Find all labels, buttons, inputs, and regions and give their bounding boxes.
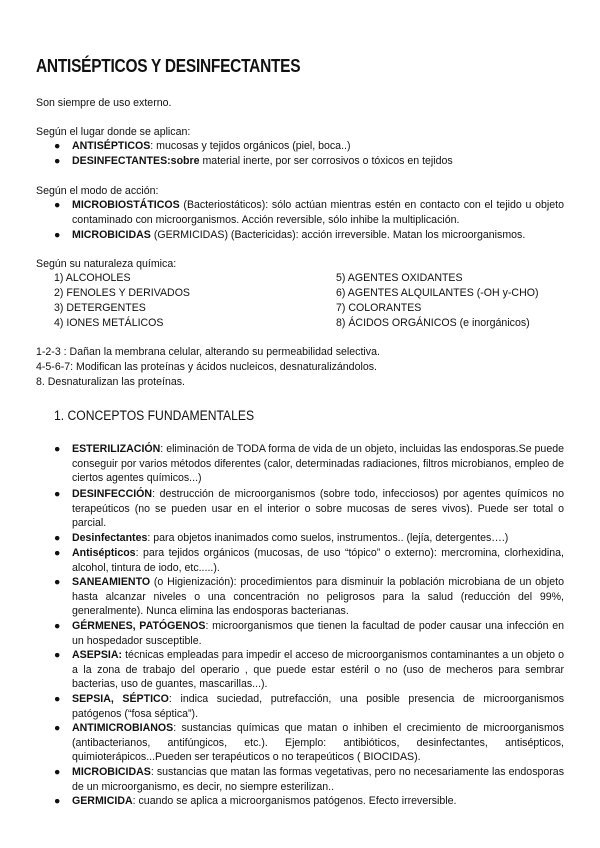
bullet-icon: ● bbox=[54, 576, 61, 588]
naturaleza-heading: Según su naturaleza química: bbox=[36, 258, 177, 270]
bullet-icon: ● bbox=[54, 443, 61, 455]
bullet-icon: ● bbox=[54, 693, 61, 705]
concept-item: ● ANTIMICROBIANOS: sustancias químicas que matan o inhiben el crecimiento de microorganismos (antibacterianos, antifúngicos, etc.). Ejemplo: antibióticos, desinfectantes, antisépticos, quimioterápicos...Pueden ser terapéuticos o no terapeúticos ( BIOCIDAS). bbox=[54, 722, 564, 763]
bullet-icon: ● bbox=[54, 766, 61, 778]
list-item: 6) AGENTES ALQUILANTES (-OH y-CHO) bbox=[336, 287, 539, 299]
concept-item: ● GERMICIDA: cuando se aplica a microorganismos patógenos. Efecto irreversible. bbox=[54, 795, 457, 807]
list-item: 8) ÁCIDOS ORGÁNICOS (e inorgánicos) bbox=[336, 317, 530, 329]
bullet-icon: ● bbox=[54, 532, 61, 544]
concept-item: ● SEPSIA, SÉPTICO: indica suciedad, putrefacción, una posible presencia de microorganismos patógenos (“fosa séptica”). bbox=[54, 693, 565, 720]
bullet-icon: ● bbox=[54, 488, 61, 500]
bullet-icon: ● bbox=[54, 140, 61, 152]
list-item: ● MICROBICIDAS (GERMICIDAS) (Bactericidas): acción irreversible. Matan los microorganismos. bbox=[54, 229, 526, 241]
bullet-icon: ● bbox=[54, 620, 61, 632]
list-item: 5) AGENTES OXIDANTES bbox=[336, 272, 463, 284]
intro-text: Son siempre de uso externo. bbox=[36, 97, 172, 109]
concept-item: ● Desinfectantes: para objetos inanimados como suelos, instrumentos.. (lejía, detergentes….) bbox=[54, 532, 509, 544]
note-text: 1-2-3 : Dañan la membrana celular, alterando su permeabilidad selectiva. bbox=[36, 346, 380, 358]
bullet-icon: ● bbox=[54, 722, 61, 734]
concept-item: ● MICROBICIDAS: sustancias que matan las formas vegetativas, pero no necesariamente las endosporas de un microorganismo, es decir, no siempre esterilizan.. bbox=[54, 766, 564, 793]
note-text: 8. Desnaturalizan las proteínas. bbox=[36, 376, 185, 388]
bullet-icon: ● bbox=[54, 795, 61, 807]
bullet-icon: ● bbox=[54, 155, 61, 167]
bullet-icon: ● bbox=[54, 547, 61, 559]
section-heading: 1. CONCEPTOS FUNDAMENTALES bbox=[54, 408, 255, 423]
bullet-icon: ● bbox=[54, 649, 61, 661]
concept-item: ● DESINFECCIÓN: destrucción de microorganismos (sobre todo, infecciosos) por agentes químicos no terapeúticos (no se pueden usar en el interior o sobre mucosas de seres vivos). Puede ser total o parcial. bbox=[54, 488, 564, 529]
list-item: 3) DETERGENTES bbox=[54, 302, 146, 314]
list-item: 7) COLORANTES bbox=[336, 302, 422, 314]
bullet-icon: ● bbox=[54, 199, 61, 211]
note-text: 4-5-6-7: Modifican las proteínas y ácidos nucleicos, desnaturalizándolos. bbox=[36, 361, 377, 373]
page-title: ANTISÉPTICOS Y DESINFECTANTES bbox=[36, 56, 301, 76]
list-item: ● DESINFECTANTES:sobre material inerte, por ser corrosivos o tóxicos en tejidos bbox=[54, 155, 453, 167]
concept-item: ● ESTERILIZACIÓN: eliminación de TODA forma de vida de un objeto, incluidas las endosporas.Se puede conseguir por varios métodos diferentes (calor, determinadas radiaciones, filtros microbianos, empleo de ciertos agentes químicos...) bbox=[54, 443, 564, 484]
concept-item: ● Antisépticos: para tejidos orgánicos (mucosas, de uso “tópico” o externo): mercromina, clorhexidina, alcohol, tintura de iodo, etc.....). bbox=[54, 547, 564, 574]
list-item: ● ANTISÉPTICOS: mucosas y tejidos orgánicos (piel, boca..) bbox=[54, 140, 351, 152]
list-item: 2) FENOLES Y DERIVADOS bbox=[54, 287, 190, 299]
concept-item: ● GÉRMENES, PATÓGENOS: microorganismos que tienen la facultad de poder causar una infección en un hospedador susceptible. bbox=[54, 620, 564, 647]
list-item: 4) IONES METÁLICOS bbox=[54, 317, 164, 329]
modo-heading: Según el modo de acción: bbox=[36, 185, 159, 197]
bullet-icon: ● bbox=[54, 229, 61, 241]
list-item: 1) ALCOHOLES bbox=[54, 272, 131, 284]
lugar-heading: Según el lugar donde se aplican: bbox=[36, 126, 191, 138]
list-item: ● MICROBIOSTÁTICOS (Bacteriostáticos): sólo actúan mientras estén en contacto con el tejido u objeto contaminado con microorganismos. Acción reversible, sólo inhibe la multiplicación. bbox=[54, 199, 564, 226]
concept-item: ● ASEPSIA: técnicas empleadas para impedir el acceso de microorganismos contaminantes a un objeto o a la zona de trabajo del operario , que puede estar estéril o no (uso de mecheros para sembrar bacterias, uso de guantes, mascarillas...). bbox=[54, 649, 564, 690]
concept-item: ● SANEAMIENTO (o Higienización): procedimientos para disminuir la población microbiana de un objeto hasta alcanzar niveles o una concentración no peligrosos para la salud (reducción del 99%, generalmente). Nunca elimina las endosporas bacterianas. bbox=[54, 576, 564, 617]
